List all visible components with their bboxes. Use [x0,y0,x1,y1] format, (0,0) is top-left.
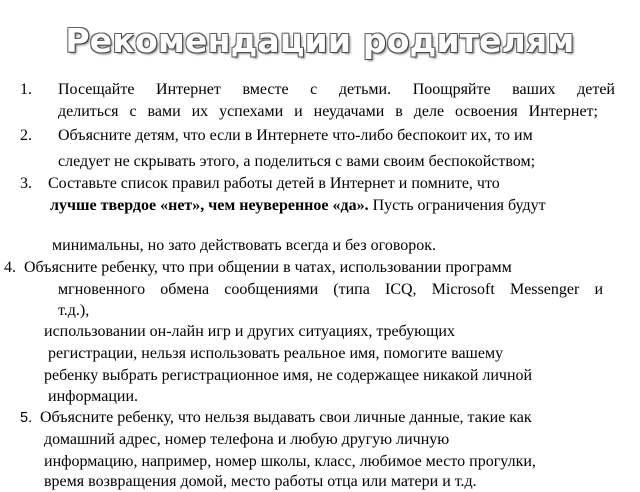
item-4-line-6: ребенку выбрать регистрационное имя, не содержащее никакой личной [44,367,533,384]
item-4-line-7: информации. [48,388,139,405]
item-2-line-1: Объясните детям, что если в Интернете что-либо беспокоит их, то им [58,127,533,144]
item-4-line-1: Объясните ребенку, что при общении в чатах, использовании программ [24,259,512,276]
item-4-line-4: использовании он-лайн игр и других ситуациях, требующих [44,323,455,340]
item-1-number: 1. [20,81,32,98]
item-5-number: 5. [20,410,33,426]
slide-title: Рекомендации родителям [65,21,575,60]
item-5-line-4: время возвращения домой, место работы отца или матери и т.д. [44,473,477,490]
item-3-line-3: минимальны, но зато действовать всегда и без оговорок. [52,237,437,254]
item-1-line-1: Посещайте Интернет вместе с детьми. Поощряйте ваших детей [58,81,615,98]
item-2-line-2: следует не скрывать этого, а поделиться с вами своим беспокойством; [58,153,536,170]
item-4-line-2: мгновенного обмена сообщениями (типа ICQ, Microsoft Messenger и [58,281,603,298]
item-3-line-2 [50,196,546,216]
item-1-line-2: делиться с вами их успехами и неудачами в деле освоения Интернет; [58,103,598,120]
item-2-number: 2. [20,127,32,144]
item-5-line-2: домашний адрес, номер телефона и любую другую личную [44,431,450,448]
item-3-after-bold: Пусть ограничения будут [368,197,546,214]
item-5-line-1: Объясните ребенку, что нельзя выдавать свои личные данные, такие как [40,409,532,426]
item-3-bold-text: лучше твердое «нет», чем неуверенное «да». [50,197,369,214]
item-4-line-5: регистрации, нельзя использовать реальное имя, помогите вашему [48,345,504,362]
item-5-line-3: информацию, например, номер школы, класс, любимое место прогулки, [44,453,536,470]
item-3-number: 3. [20,175,32,192]
item-4-number: 4. [4,259,16,276]
item-3-line-1: Составьте список правил работы детей в Интернет и помните, что [48,175,500,192]
item-4-line-3: т.д.), [58,302,90,319]
